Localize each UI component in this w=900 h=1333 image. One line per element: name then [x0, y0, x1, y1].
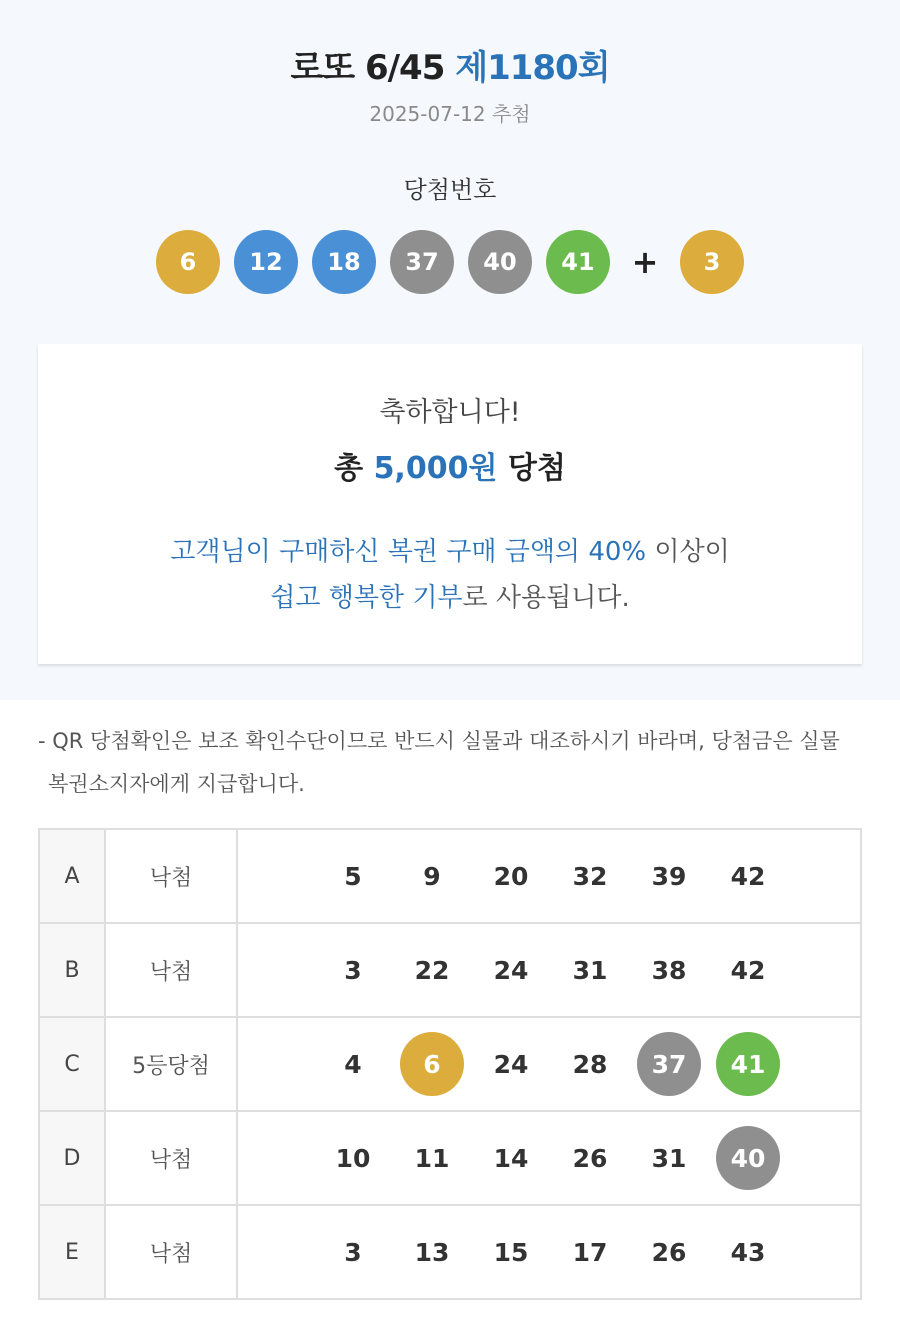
game-number: 26: [651, 1237, 687, 1267]
draw-date: 2025-07-12 추첨: [369, 102, 531, 126]
total-prefix: 총: [334, 451, 364, 486]
game-result: 5등당첨: [105, 1017, 237, 1111]
prize-summary-card: [38, 344, 862, 664]
game-numbers: [237, 829, 861, 923]
game-number: 20: [493, 861, 529, 891]
qr-notice: [38, 720, 868, 806]
congrats-text: 축하합니다!: [379, 397, 521, 428]
donation-line2-rest: 로 사용됩니다.: [462, 583, 630, 613]
notice-line-2: 복권소지자에게 지급합니다.: [48, 772, 305, 796]
game-result: 낙첨: [105, 1205, 237, 1299]
total-prize: [38, 443, 862, 487]
game-number: 13: [414, 1237, 450, 1267]
game-letter: A: [39, 829, 105, 923]
game-number: 42: [730, 861, 766, 891]
game-number: 10: [335, 1143, 371, 1173]
game-number: 31: [651, 1143, 687, 1173]
game-number: 43: [730, 1237, 766, 1267]
game-number: 5: [344, 861, 362, 891]
winning-numbers: [0, 230, 900, 294]
winning-numbers-label: 당첨번호: [403, 176, 497, 204]
game-number: 14: [493, 1143, 529, 1173]
winning-ball: 6: [156, 230, 220, 294]
game-number: 15: [493, 1237, 529, 1267]
total-suffix: 당첨: [507, 451, 566, 486]
game-letter: E: [39, 1205, 105, 1299]
game-row: [39, 1205, 861, 1299]
matched-number-ball: 6: [400, 1032, 464, 1096]
donation-line1-rest: 이상이: [646, 537, 730, 567]
game-number: 3: [344, 1237, 362, 1267]
game-row: [39, 829, 861, 923]
game-number: 42: [730, 955, 766, 985]
game-number: 9: [423, 861, 441, 891]
game-number: 11: [414, 1143, 450, 1173]
game-number: 24: [493, 1049, 529, 1079]
game-number: 24: [493, 955, 529, 985]
lottery-name: 로또 6/45: [290, 48, 445, 88]
prize-amount: 5,000원: [373, 451, 498, 486]
game-numbers: [237, 1205, 861, 1299]
game-row: [39, 1017, 861, 1111]
game-result: 낙첨: [105, 829, 237, 923]
plus-sign: +: [631, 243, 659, 281]
game-letter: C: [39, 1017, 105, 1111]
game-row: [39, 1111, 861, 1205]
game-number: 38: [651, 955, 687, 985]
games-table: [38, 828, 862, 1300]
game-numbers: [237, 923, 861, 1017]
game-row: [39, 923, 861, 1017]
game-number: 22: [414, 955, 450, 985]
notice-line-1: - QR 당첨확인은 보조 확인수단이므로 반드시 실물과 대조하시기 바라며, 당첨금은 실물: [38, 729, 840, 753]
game-result: 낙첨: [105, 1111, 237, 1205]
game-letter: D: [39, 1111, 105, 1205]
game-number: 32: [572, 861, 608, 891]
game-number: 28: [572, 1049, 608, 1079]
winning-ball: 12: [234, 230, 298, 294]
game-number: 26: [572, 1143, 608, 1173]
game-result: 낙첨: [105, 923, 237, 1017]
game-number: 17: [572, 1237, 608, 1267]
bonus-ball: 3: [680, 230, 744, 294]
matched-number-ball: 41: [716, 1032, 780, 1096]
matched-number-ball: 37: [637, 1032, 701, 1096]
winning-ball: 18: [312, 230, 376, 294]
game-numbers: [237, 1017, 861, 1111]
donation-line2-highlight: 쉽고 행복한 기부: [270, 583, 463, 613]
donation-message: [38, 529, 862, 621]
game-number: 39: [651, 861, 687, 891]
game-numbers: [237, 1111, 861, 1205]
donation-line1-highlight: 고객님이 구매하신 복권 구매 금액의 40%: [170, 537, 647, 567]
game-number: 4: [344, 1049, 362, 1079]
winning-ball: 37: [390, 230, 454, 294]
page-title: [0, 40, 900, 89]
game-number: 31: [572, 955, 608, 985]
game-number: 3: [344, 955, 362, 985]
round-number: 제1180회: [455, 48, 610, 88]
winning-ball: 40: [468, 230, 532, 294]
game-letter: B: [39, 923, 105, 1017]
matched-number-ball: 40: [716, 1126, 780, 1190]
winning-ball: 41: [546, 230, 610, 294]
